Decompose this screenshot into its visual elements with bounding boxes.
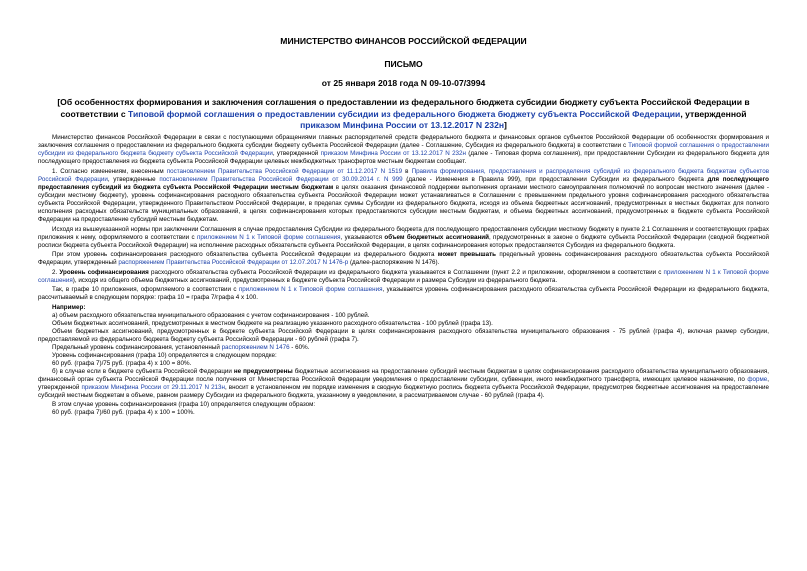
example-b-line-2: В этом случае уровень софинансирования (графа 10) определяется следующим образом:: [52, 400, 316, 408]
link-appendix-1-c[interactable]: приложением N 1 к Типовой форме соглашения: [238, 286, 383, 294]
example-b-formula: 60 руб. (графа 7)/60 руб. (графа 4) х 100 = 100%.: [52, 408, 195, 416]
example-a-line-2: Объем бюджетных ассигнований, предусмотренных в местном бюджете на реализацию указанного расходного обязательства - 100 рублей (графа 13).: [52, 320, 493, 328]
link-appendix-1[interactable]: приложением N 1 к Типовой форме соглашения: [197, 233, 341, 241]
example-a-line-3: Объем бюджетных ассигнований, предусмотренных в бюджете субъекта Российской Федерации в целях софинансирования расходного обязательства муниципального образования - 75 рублей (графа 4), включая размер субсидии, предоставляемой из федерального бюджета бюджету субъекта Российской Федерации - 60 рублей (графа 7).: [38, 328, 769, 344]
title-link-typical-form[interactable]: Типовой формой соглашения о предоставлении субсидии из федерального бюджета бюджету субъекта Российской Федерации: [128, 108, 681, 119]
example-b: б) в случае если в бюджете субъекта Российской Федерации не предусмотрены бюджетные ассигнования на предоставление субсидий местным бюджетам в целях софинансирования расходного обязательства муниципального образования, финансовый орган субъекта Российской Федерации после получения от Министерства Российской Федерации уведомления о предоставлении субсидии, субвенции, иного межбюджетного трансферта, имеющих целевое назначение, по форме, утвержденной приказом Минфина России от 29.11.2017 N 213н, вносит в установленном им порядке изменения в сводную бюджетную роспись бюджета субъекта Российской Федерации, предусмотрев бюджетные ассигнования на предоставление субсидий местным бюджетам в объеме, равном размеру Субсидии из федерального бюджета, указанному в уведомлении, в рассматриваемом случае - 60 рублей (графа 4).: [38, 368, 769, 400]
paragraph-2: 2. Уровень софинансирования расходного обязательства субъекта Российской Федерации из федерального бюджета указывается в Соглашении (пункт 2.2 и приложении, оформляемом в соответствии с приложением N 1 к Типовой форме соглашения), исходя из общего объема бюджетных ассигнований, предусмотренных в бюджете субъекта Российской Федерации и размера Субсидии из федерального бюджета.: [38, 268, 769, 284]
link-form[interactable]: форме: [747, 376, 768, 384]
document-body: [38, 134, 769, 417]
example-label: Например:: [52, 303, 86, 311]
example-a: а) объем расходного обязательства муниципального образования с учетом софинансирования - 100 рублей.: [52, 311, 370, 319]
example-a-formula: 60 руб. (графа 7)/75 руб. (графа 4) х 100 = 80%.: [52, 360, 192, 368]
ministry-heading: МИНИСТЕРСТВО ФИНАНСОВ РОССИЙСКОЙ ФЕДЕРАЦИИ: [280, 36, 527, 46]
paragraph-budget-allocations: Исходя из вышеуказанной нормы при заключении Соглашения в случае предоставления Субсидии из федерального бюджета для последующего предоставления субсидии местному бюджету в пункте 2.1 Соглашения и соответствующих графах приложения к нему, оформляемого в соответствии с приложением N 1 к Типовой форме соглашения, указываются объем бюджетных ассигнований, предусмотренных в законе о бюджете субъекта Российской Федерации (сводной бюджетной росписи бюджета субъекта Российской Федерации) на исполнение расходных обязательств субъекта Российской Федерации, в целях софинансирования которых предоставляется Субсидия из федерального бюджета.: [38, 225, 769, 249]
example-a-line-5: Уровень софинансирования (графа 10) определяется в следующем порядке:: [52, 352, 277, 360]
link-order-1476-b[interactable]: распоряжением N 1476: [221, 344, 290, 352]
title-link-order-232n[interactable]: приказом Минфина России от 13.12.2017 N 232н: [300, 120, 505, 131]
document-date-number: от 25 января 2018 года N 09-10-07/3994: [321, 78, 486, 88]
link-order-1476[interactable]: распоряжением Правительства Российской Федерации от 12.07.2017 N 1476-р: [118, 259, 349, 267]
document-type: ПИСЬМО: [384, 59, 423, 69]
link-rules-subsidies[interactable]: Правила формирования, предоставления и распределения субсидий из федерального бюджета бюджетам субъектов Российской Федерации: [38, 167, 770, 183]
example-a-line-4: Предельный уровень софинансирования, установленный распоряжением N 1476 - 60%.: [52, 344, 310, 352]
link-resolution-999[interactable]: постановлением Правительства Российской Федерации от 30.09.2014 г. N 999: [159, 175, 403, 183]
paragraph-1: 1. Согласно изменениям, внесенным постановлением Правительства Российской Федерации от 11.12.2017 N 1519 в Правила формирования, предоставления и распределения субсидий из федерального бюджета бюджетам субъектов Российской Федерации, утвержденные постановлением Правительства Российской Федерации от 30.09.2014 г. N 999 (далее - Изменения в Правила 999), при предоставлении Субсидии из федерального бюджета для последующего предоставления субсидий из бюджета субъекта Российской Федерации местным бюджетам в целях оказания финансовой поддержки выполнения органами местного самоуправления полномочий по вопросам местного значения (далее - субсидии местному бюджету), уровень софинансирования расходного обязательства субъекта Российской Федерации может устанавливаться в Соглашении с превышением предельного уровня софинансирования расходного обязательства субъекта Российской Федерации, утвержденного Правительством Российской Федерации, в пределах суммы Субсидии из федерального бюджета, исходя из объема бюджетных ассигнований, предусмотренных в местных бюджетах для полного исполнения расходных обязательств муниципальных образований, в целях софинансирования которых предоставляются субсидии местным бюджетам, и объема бюджетных ассигнований, предусмотренных в бюджете субъекта Российской Федерации на предоставление субсидий местным бюджетам.: [38, 167, 770, 223]
paragraph-column-10: Так, в графе 10 приложения, оформляемого в соответствии с приложением N 1 к Типовой форме соглашения, указывается уровень софинансирования расходного обязательства субъекта Российской Федерации из федерального бюджета, рассчитываемый в следующем порядке: графа 10 = графа 7/графа 4 х 100.: [38, 286, 769, 302]
link-appendix-1-b[interactable]: приложением N 1 к Типовой форме соглашения: [38, 268, 769, 284]
link-resolution-1519[interactable]: постановлением Правительства Российской Федерации от 11.12.2017 N 1519: [166, 167, 403, 175]
link-typical-form[interactable]: Типовой формой соглашения о предоставлении субсидии из федерального бюджета бюджету субъекта Российской Федерации: [38, 142, 769, 158]
document-title: [Об особенностях формирования и заключения соглашения о предоставлении из федерального бюджета субсидии бюджету субъекта Российской Федерации в соответствии с Типовой формой соглашения о предоставлении субсидии из федерального бюджета бюджету субъекта Российской Федерации, утвержденной приказом Минфина России от 13.12.2017 N 232н]: [57, 97, 750, 131]
link-order-213n[interactable]: приказом Минфина России от 29.11.2017 N 213н: [81, 384, 225, 392]
link-order-232n[interactable]: приказом Минфина России от 13.12.2017 N 232н: [320, 150, 466, 158]
paragraph-intro: Министерство финансов Российской Федерации в связи с поступающими обращениями главных распорядителей средств федерального бюджета и финансовых органов субъектов Российской Федерации об особенностях формирования и заключения соглашения о предоставлении из федерального бюджета субсидии бюджету субъекта Российской Федерации (далее - Соглашение, Субсидия из федерального бюджета) в соответствии с Типовой формой соглашения о предоставлении субсидии из федерального бюджета бюджету субъекта Российской Федерации, утвержденной приказом Минфина России от 13.12.2017 N 232н (далее - Типовая форма соглашения), при предоставлении Субсидии из федерального бюджета для последующего предоставления из бюджета субъекта Российской Федерации целевых межбюджетных трансфертов местным бюджетам сообщает.: [38, 134, 769, 166]
paragraph-cofinancing-limit: При этом уровень софинансирования расходного обязательства субъекта Российской Федерации из федерального бюджета может превышать предельный уровень софинансирования расходного обязательства субъекта Российской Федерации, утвержденный распоряжением Правительства Российской Федерации от 12.07.2017 N 1476-р (далее-распоряжение N 1476).: [38, 251, 769, 267]
